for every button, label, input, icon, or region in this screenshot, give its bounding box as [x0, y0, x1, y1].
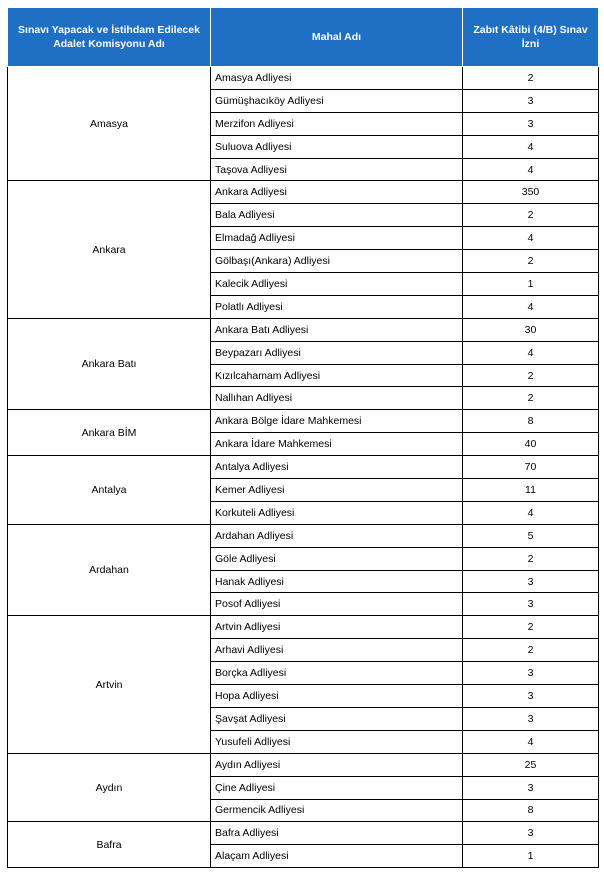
- location-cell: Artvin Adliyesi: [211, 616, 463, 639]
- location-cell: Amasya Adliyesi: [211, 67, 463, 90]
- quota-cell: 4: [463, 730, 599, 753]
- commission-cell: Amasya: [8, 67, 211, 181]
- quota-cell: 3: [463, 112, 599, 135]
- table-row: [8, 616, 599, 639]
- location-cell: Ankara Batı Adliyesi: [211, 318, 463, 341]
- location-cell: Antalya Adliyesi: [211, 456, 463, 479]
- quota-cell: 3: [463, 685, 599, 708]
- table-row: [8, 67, 599, 90]
- location-cell: Beypazarı Adliyesi: [211, 341, 463, 364]
- quota-cell: 25: [463, 753, 599, 776]
- table-header: [8, 8, 599, 67]
- location-cell: Yusufeli Adliyesi: [211, 730, 463, 753]
- commission-cell: Aydın: [8, 753, 211, 822]
- table-row: [8, 456, 599, 479]
- quota-cell: 4: [463, 341, 599, 364]
- quota-cell: 40: [463, 433, 599, 456]
- location-cell: Gümüşhacıköy Adliyesi: [211, 89, 463, 112]
- commission-cell: Ankara Batı: [8, 318, 211, 410]
- quota-cell: 3: [463, 662, 599, 685]
- commission-cell: Ardahan: [8, 524, 211, 616]
- quota-cell: 3: [463, 776, 599, 799]
- header-location: Mahal Adı: [211, 8, 463, 67]
- quota-cell: 2: [463, 547, 599, 570]
- location-cell: Bafra Adliyesi: [211, 822, 463, 845]
- quota-cell: 8: [463, 799, 599, 822]
- quota-cell: 2: [463, 387, 599, 410]
- location-cell: Posof Adliyesi: [211, 593, 463, 616]
- table-body: [8, 67, 599, 868]
- table-row: [8, 318, 599, 341]
- quota-cell: 4: [463, 135, 599, 158]
- location-cell: Alaçam Adliyesi: [211, 845, 463, 868]
- table-row: [8, 181, 599, 204]
- location-cell: Merzifon Adliyesi: [211, 112, 463, 135]
- location-cell: Nallıhan Adliyesi: [211, 387, 463, 410]
- quota-cell: 1: [463, 273, 599, 296]
- location-cell: Bala Adliyesi: [211, 204, 463, 227]
- quota-cell: 70: [463, 456, 599, 479]
- quota-cell: 3: [463, 570, 599, 593]
- commission-cell: Ankara: [8, 181, 211, 318]
- location-cell: Ardahan Adliyesi: [211, 524, 463, 547]
- commission-cell: Antalya: [8, 456, 211, 525]
- location-cell: Şavşat Adliyesi: [211, 707, 463, 730]
- quota-cell: 2: [463, 250, 599, 273]
- location-cell: Hopa Adliyesi: [211, 685, 463, 708]
- quota-cell: 30: [463, 318, 599, 341]
- table-row: [8, 822, 599, 845]
- location-cell: Arhavi Adliyesi: [211, 639, 463, 662]
- location-cell: Aydın Adliyesi: [211, 753, 463, 776]
- quota-cell: 2: [463, 616, 599, 639]
- quota-cell: 3: [463, 89, 599, 112]
- quota-cell: 5: [463, 524, 599, 547]
- quota-cell: 350: [463, 181, 599, 204]
- quota-cell: 4: [463, 295, 599, 318]
- quota-cell: 4: [463, 227, 599, 250]
- quota-cell: 4: [463, 501, 599, 524]
- location-cell: Hanak Adliyesi: [211, 570, 463, 593]
- location-cell: Korkuteli Adliyesi: [211, 501, 463, 524]
- location-cell: Borçka Adliyesi: [211, 662, 463, 685]
- quota-cell: 3: [463, 707, 599, 730]
- location-cell: Kızılcahamam Adliyesi: [211, 364, 463, 387]
- header-commission: Sınavı Yapacak ve İstihdam Edilecek Adalet Komisyonu Adı: [8, 8, 211, 67]
- location-cell: Göle Adliyesi: [211, 547, 463, 570]
- location-cell: Gölbaşı(Ankara) Adliyesi: [211, 250, 463, 273]
- table-container: [7, 7, 599, 868]
- location-cell: Elmadağ Adliyesi: [211, 227, 463, 250]
- quota-cell: 2: [463, 204, 599, 227]
- location-cell: Suluova Adliyesi: [211, 135, 463, 158]
- quota-cell: 2: [463, 639, 599, 662]
- location-cell: Ankara Adliyesi: [211, 181, 463, 204]
- location-cell: Ankara Bölge İdare Mahkemesi: [211, 410, 463, 433]
- quota-cell: 3: [463, 822, 599, 845]
- location-cell: Taşova Adliyesi: [211, 158, 463, 181]
- location-cell: Ankara İdare Mahkemesi: [211, 433, 463, 456]
- location-cell: Çine Adliyesi: [211, 776, 463, 799]
- table-row: [8, 753, 599, 776]
- commission-cell: Artvin: [8, 616, 211, 753]
- header-row: [8, 8, 599, 67]
- quota-cell: 11: [463, 479, 599, 502]
- commission-cell: Ankara BİM: [8, 410, 211, 456]
- commission-cell: Bafra: [8, 822, 211, 868]
- location-cell: Kalecik Adliyesi: [211, 273, 463, 296]
- header-quota: Zabıt Kâtibi (4/B) Sınav İzni: [463, 8, 599, 67]
- quota-cell: 3: [463, 593, 599, 616]
- table-row: [8, 524, 599, 547]
- quota-cell: 1: [463, 845, 599, 868]
- quota-cell: 2: [463, 67, 599, 90]
- quota-cell: 8: [463, 410, 599, 433]
- location-cell: Polatlı Adliyesi: [211, 295, 463, 318]
- quota-cell: 4: [463, 158, 599, 181]
- location-cell: Kemer Adliyesi: [211, 479, 463, 502]
- quota-cell: 2: [463, 364, 599, 387]
- quota-table: [7, 7, 599, 868]
- table-row: [8, 410, 599, 433]
- location-cell: Germencik Adliyesi: [211, 799, 463, 822]
